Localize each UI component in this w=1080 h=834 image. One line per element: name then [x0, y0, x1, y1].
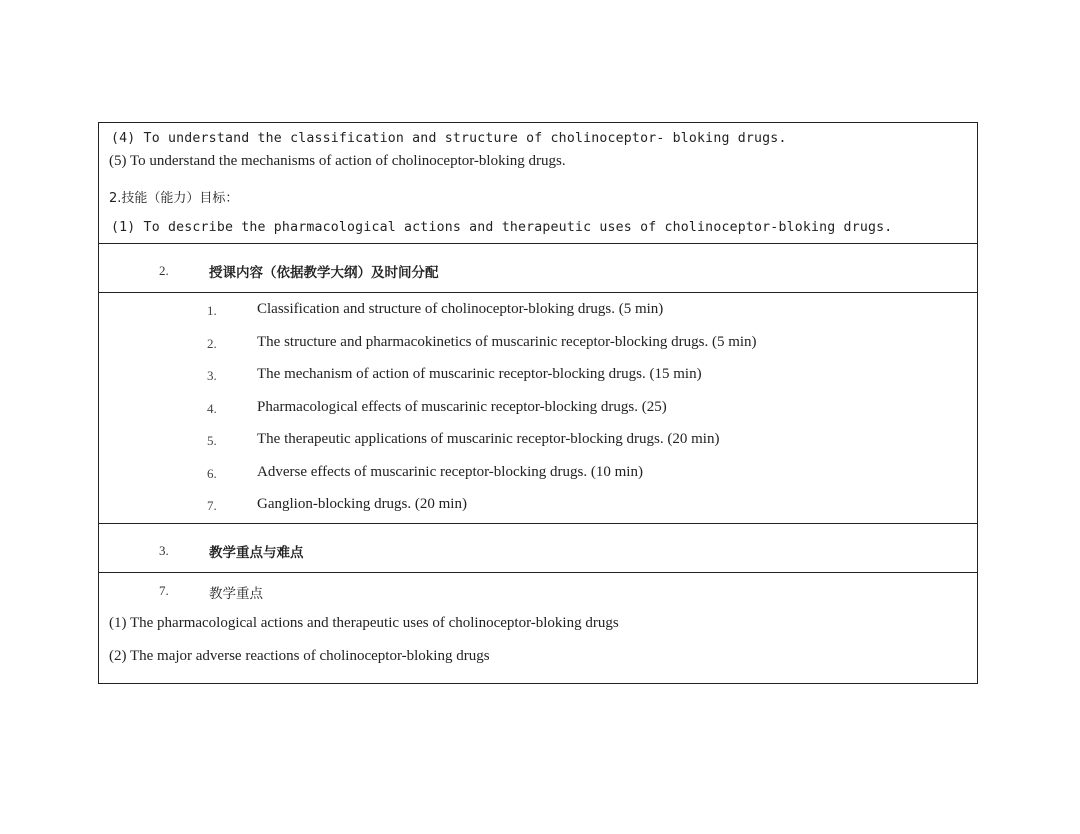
skill-objective-1: (1) To describe the pharmacological actions and therapeutic uses of cholinoceptor-bloking drugs. [111, 220, 893, 235]
section-3-header [98, 523, 978, 573]
content-item-number: 6. [207, 465, 217, 481]
content-item-text: The structure and pharmacokinetics of muscarinic receptor-blocking drugs. (5 min) [257, 333, 757, 350]
section-2-title: 授课内容（依据教学大纲）及时间分配 [209, 265, 439, 281]
content-item-number: 3. [207, 368, 217, 383]
teaching-focus-number: 7. [159, 583, 169, 598]
content-item-number: 5. [207, 433, 217, 448]
section-3-title: 教学重点与难点 [209, 545, 304, 561]
content-item-number: 1. [207, 303, 217, 318]
content-item-number: 7. [207, 498, 217, 513]
objectives-box [98, 122, 978, 244]
content-item-number: 2. [207, 335, 217, 351]
section-3-content [98, 572, 978, 684]
section-2-content [98, 292, 978, 524]
skill-objective-heading: 2.技能（能力）目标： [109, 191, 239, 206]
key-point-2: (2) The major adverse reactions of cholinoceptor-bloking drugs [109, 648, 490, 664]
content-item-text: The mechanism of action of muscarinic receptor-blocking drugs. (15 min) [257, 366, 702, 382]
content-item-text: Ganglion-blocking drugs. (20 min) [257, 496, 467, 512]
section-2-number: 2. [159, 263, 169, 278]
objective-5: (5) To understand the mechanisms of action of cholinoceptor-bloking drugs. [109, 153, 566, 169]
objective-4: (4) To understand the classification and structure of cholinoceptor- bloking drugs. [111, 131, 787, 146]
lesson-plan-document [98, 122, 978, 684]
content-item-text: Pharmacological effects of muscarinic receptor-blocking drugs. (25) [257, 398, 667, 415]
content-item-text: The therapeutic applications of muscarinic receptor-blocking drugs. (20 min) [257, 431, 720, 447]
content-item-text: Adverse effects of muscarinic receptor-blocking drugs. (10 min) [257, 463, 643, 480]
teaching-focus-title: 教学重点 [209, 586, 263, 602]
section-3-number: 3. [159, 543, 169, 558]
content-item-text: Classification and structure of cholinoceptor-bloking drugs. (5 min) [257, 301, 664, 317]
section-2-header [98, 243, 978, 293]
key-point-1: (1) The pharmacological actions and therapeutic uses of cholinoceptor-bloking drugs [109, 615, 619, 631]
content-item-number: 4. [207, 400, 217, 416]
